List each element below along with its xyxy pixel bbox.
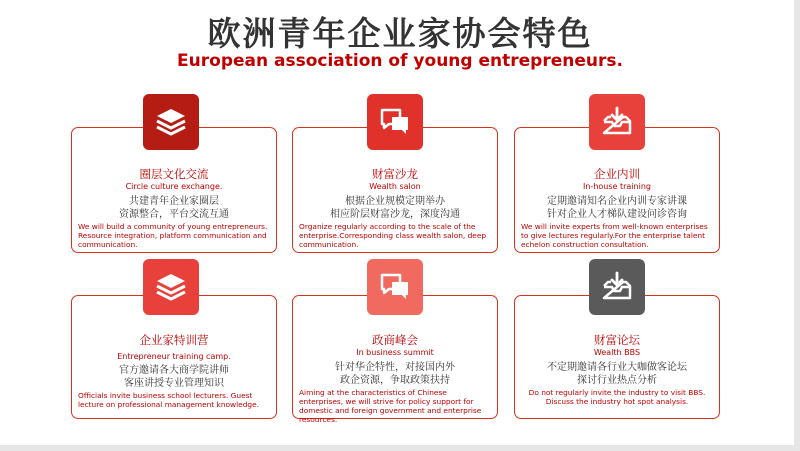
card-zh-title: 政商峰会 bbox=[372, 333, 418, 347]
card-zh-desc-line: 相应阶层财富沙龙，深度沟通 bbox=[330, 209, 460, 220]
card-icon-box bbox=[589, 94, 645, 150]
card-zh-desc-line: 根据企业规模定期举办 bbox=[345, 196, 445, 207]
card-en-title: Wealth salon bbox=[369, 182, 421, 191]
card-zh-title: 企业内训 bbox=[594, 167, 640, 181]
card-icon-box bbox=[143, 259, 199, 315]
card-zh-desc-line: 客座讲授专业管理知识 bbox=[124, 378, 224, 389]
layers-icon bbox=[154, 270, 188, 304]
card-zh-desc-line: 针对华企特性，对接国内外 bbox=[335, 362, 455, 373]
card-en-title: In-house training bbox=[583, 182, 651, 191]
card-zh-desc-line: 资源整合，平台交流互通 bbox=[119, 209, 229, 220]
card-en-desc: Officials invite business school lecturers. Guest lecture on professional management knowledge. bbox=[78, 391, 259, 409]
card-en-desc: Aiming at the characteristics of Chinese enterprises, we will strive for policy support for domestic and foreign government and enterprise resources. bbox=[299, 388, 482, 424]
card-en-desc: We will invite experts from well-known enterprises to give lectures regularly.For the enterprise talent echelon construction consultation. bbox=[521, 222, 708, 249]
page-subtitle: European association of young entrepreneurs. bbox=[177, 51, 623, 71]
card-body bbox=[71, 333, 277, 409]
card-zh-desc-line: 政企资源，争取政策扶持 bbox=[340, 375, 450, 386]
inbox-download-icon bbox=[600, 270, 634, 304]
card-body bbox=[292, 333, 498, 424]
card-body bbox=[71, 167, 277, 249]
card-en-title: In business summit bbox=[356, 348, 434, 357]
card-zh-title: 财富沙龙 bbox=[372, 167, 418, 181]
card-zh-desc-line: 共建青年企业家圈层 bbox=[129, 196, 219, 207]
card-en-desc: We will build a community of young entrepreneurs. Resource integration, platform communication and communication. bbox=[78, 222, 268, 249]
card-en-title: Entrepreneur training camp. bbox=[117, 352, 231, 361]
card-icon-box bbox=[367, 259, 423, 315]
card-icon-box bbox=[589, 259, 645, 315]
card-icon-box bbox=[367, 94, 423, 150]
card-body bbox=[514, 333, 720, 406]
card-en-desc: Do not regularly invite the industry to visit BBS. Discuss the industry hot spot analysis. bbox=[528, 388, 706, 406]
card-zh-desc-line: 定期邀请知名企业内训专家讲课 bbox=[547, 196, 687, 207]
card-zh-desc-line: 探讨行业热点分析 bbox=[577, 375, 657, 386]
card-body bbox=[292, 167, 498, 249]
card-zh-title: 企业家特训营 bbox=[139, 333, 209, 347]
chat-icon bbox=[378, 105, 412, 139]
card-en-title: Circle culture exchange. bbox=[125, 182, 223, 191]
card-en-desc: Organize regularly according to the scale of the enterprise.Corresponding class wealth salon, deep communication. bbox=[299, 222, 487, 249]
layers-icon bbox=[154, 105, 188, 139]
card-body bbox=[514, 167, 720, 249]
card-zh-title: 圈层文化交流 bbox=[139, 167, 209, 181]
inbox-download-icon bbox=[600, 105, 634, 139]
card-icon-box bbox=[143, 94, 199, 150]
card-zh-title: 财富论坛 bbox=[594, 333, 640, 347]
card-en-title: Wealth BBS bbox=[593, 348, 641, 357]
card-zh-desc-line: 不定期邀请各行业大咖做客论坛 bbox=[547, 362, 687, 373]
page-title: 欧洲青年企业家协会特色 bbox=[207, 14, 593, 53]
card-zh-desc-line: 针对企业人才梯队建设问诊咨询 bbox=[547, 209, 687, 220]
chat-icon bbox=[378, 270, 412, 304]
card-zh-desc-line: 官方邀请各大商学院讲师 bbox=[119, 365, 229, 376]
